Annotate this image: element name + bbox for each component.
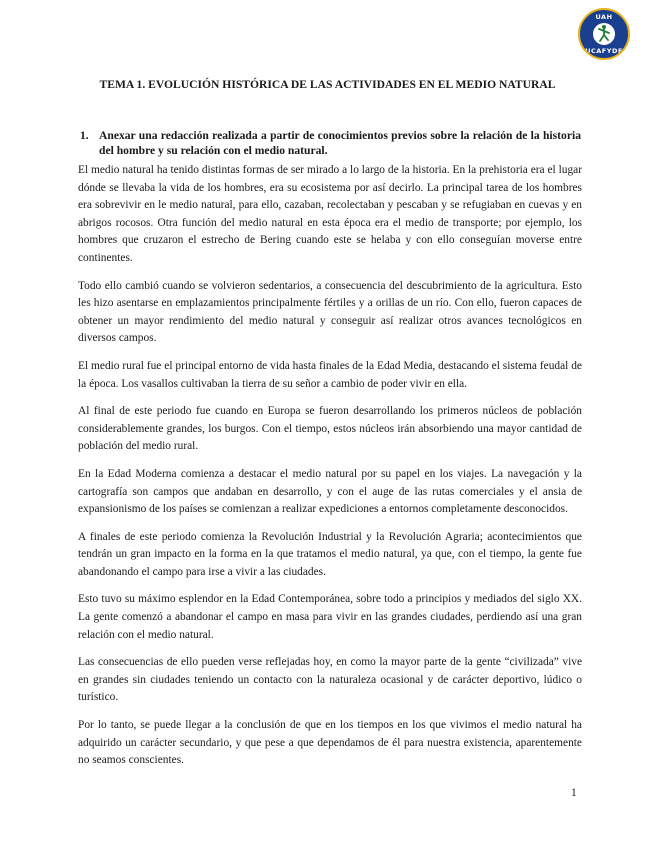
logo-top-text: UAH bbox=[595, 13, 613, 21]
paragraph: Las consecuencias de ello pueden verse reflejadas hoy, en como la mayor parte de la gente “civilizada” vive en grandes sin ciudades teniendo un contacto con la naturaleza ocasional y de carácter deportivo, lúdico o turístico. bbox=[78, 656, 582, 704]
paragraph: Todo ello cambió cuando se volvieron sedentarios, a consecuencia del descubrimiento de la agricultura. Esto les hizo asentarse en emplazamientos principalmente fértiles y a orillas de un río. Con ello, fueron capaces de obtener un mayor rendimiento del medio natural y conseguir así realizar otros avances tecnológicos en diversos campos. bbox=[78, 279, 582, 345]
document-body bbox=[78, 162, 582, 780]
paragraph: A finales de este periodo comienza la Revolución Industrial y la Revolución Agraria; acontecimientos que tendrán un gran impacto en la forma en la que tratamos el medio natural, ya que, con el tiempo, la gente fue abandonando el campo para irse a vivir a las ciudades. bbox=[78, 530, 582, 578]
athlete-figure-icon bbox=[597, 24, 611, 42]
question-text: Anexar una redacción realizada a partir de conocimientos previos sobre la relación de la historia del hombre y su relación con el medio natural. bbox=[99, 129, 581, 157]
paragraph: Esto tuvo su máximo esplendor en la Edad Contemporánea, sobre todo a principios y mediados del siglo XX. La gente comenzó a abandonar el campo en masa para vivir en las grandes ciudades, perdiendo así una gran relación con el medio natural. bbox=[78, 593, 582, 641]
question-number: 1. bbox=[80, 129, 89, 142]
paragraph: Al final de este periodo fue cuando en Europa se fueron desarrollando los primeros núcleos de población considerablemente grandes, los burgos. Con el tiempo, estos núcleos irán absorbiendo una mayor cantidad de población del medio rural. bbox=[78, 405, 582, 453]
paragraph: Por lo tanto, se puede llegar a la conclusión de que en los tiempos en los que vivimos el medio natural ha adquirido un carácter secundario, y que pese a que dependamos de él para nuestra existencia, aparentemente no seamos conscientes. bbox=[78, 719, 582, 767]
university-logo bbox=[578, 8, 630, 60]
paragraph: El medio natural ha tenido distintas formas de ser mirado a lo largo de la historia. En la prehistoria era el lugar dónde se llevaba la vida de los hombres, era su ecosistema por así decirlo. La principal tarea de los hombres era sobrevivir en le medio natural, para ello, cazaban, recolectaban y pescaban y se refugiaban en cuevas y en abrigos rocosos. Otra función del medio natural en esta época era el medio de transporte; por ejemplo, los hombres que cruzaron el estrecho de Bering cuando este se helaba y con ello conseguían moverse entre continentes. bbox=[78, 164, 582, 264]
logo-bottom-text: UCAFYDE bbox=[585, 47, 623, 55]
paragraph: En la Edad Moderna comienza a destacar el medio natural por su papel en los viajes. La navegación y la cartografía son campos que andaban en desarrollo, y con el auge de las rutas comerciales y el ansia de expansionismo de los países se comienzan a realizar expediciones a entornos completamente desconocidos. bbox=[78, 467, 582, 516]
paragraph: El medio rural fue el principal entorno de vida hasta finales de la Edad Media, destacando el sistema feudal de la época. Los vasallos cultivaban la tierra de su señor a cambio de poder vivir en ella. bbox=[78, 359, 582, 390]
page-number: 1 bbox=[571, 787, 577, 799]
document-title: TEMA 1. EVOLUCIÓN HISTÓRICA DE LAS ACTIVIDADES EN EL MEDIO NATURAL bbox=[99, 78, 556, 91]
